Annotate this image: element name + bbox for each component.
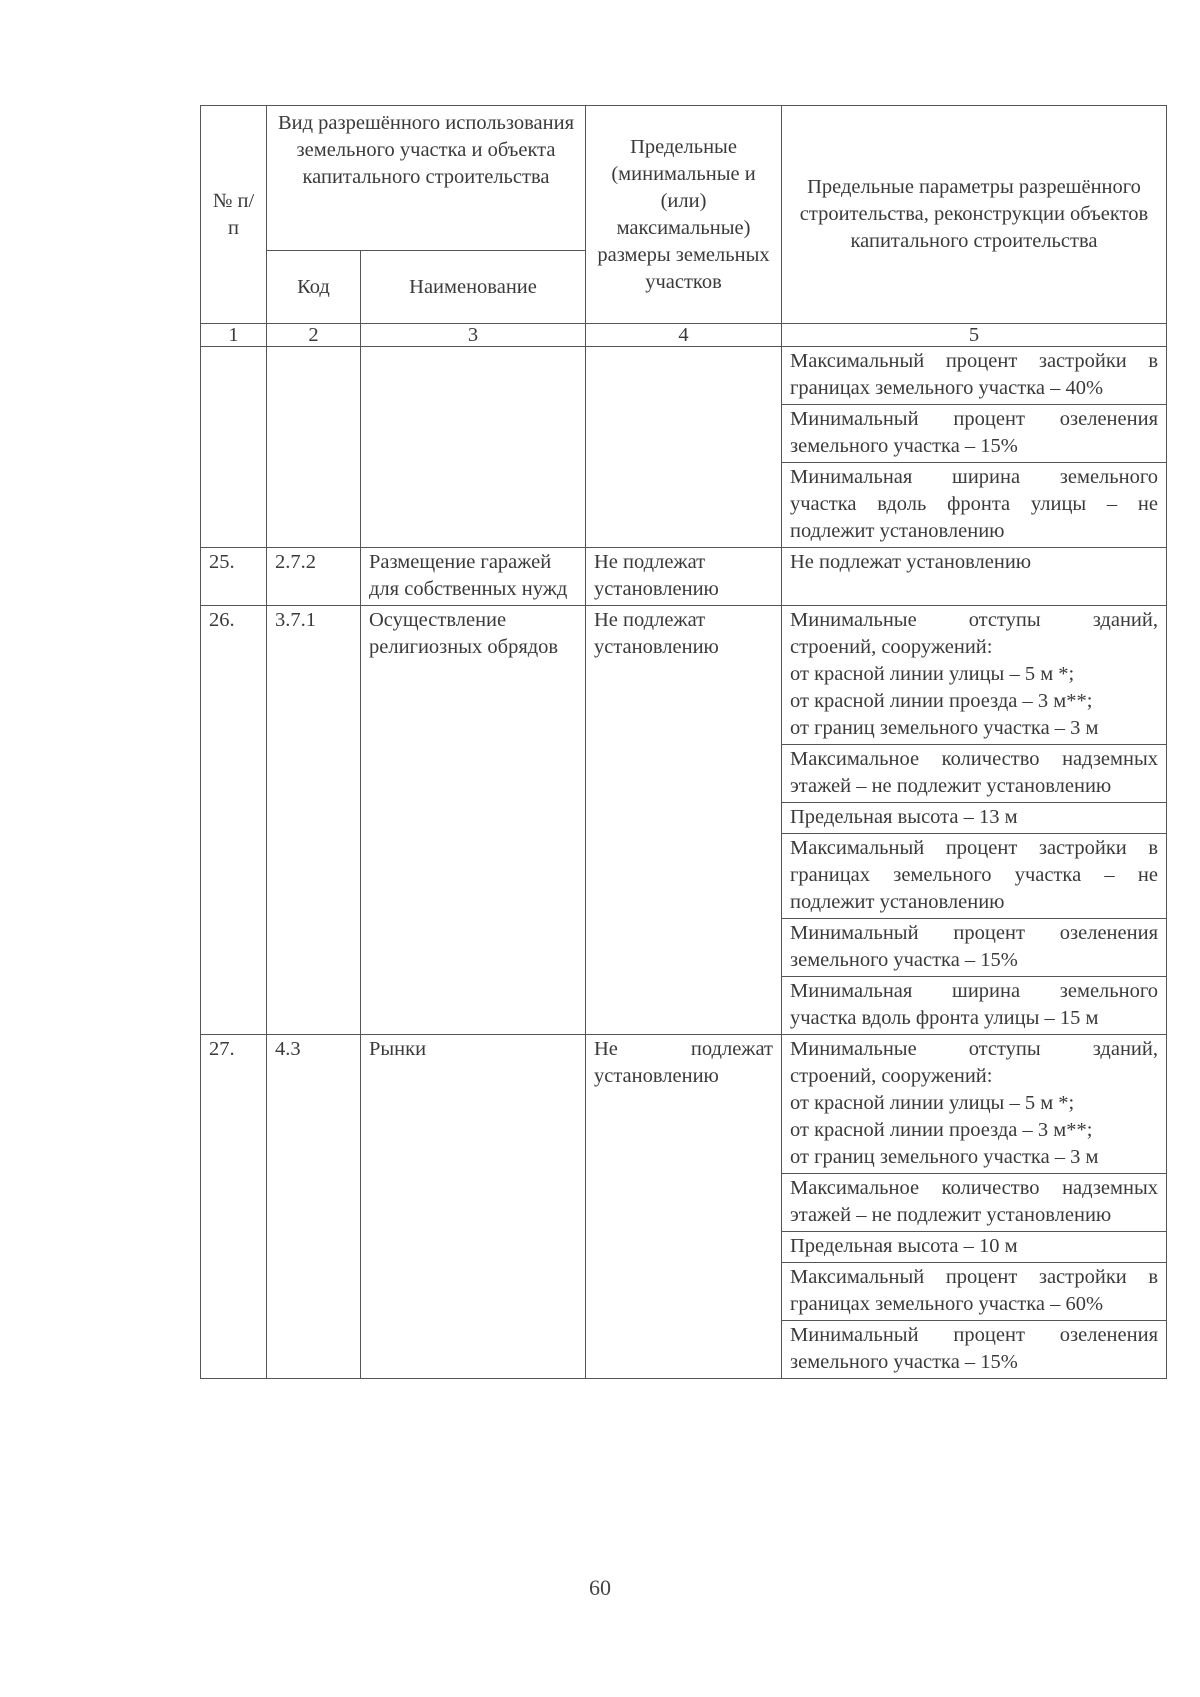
param-line: от красной линии улицы – 5 м *; (790, 663, 1075, 685)
param-cell: Не подлежат установлению (782, 548, 1167, 606)
row-number: 26. (201, 606, 267, 1035)
param-cell (782, 606, 1167, 745)
param-line: от красной линии проезда – 3 м**; (790, 1119, 1093, 1141)
param-cell: Предельная высота – 10 м (782, 1232, 1167, 1263)
header-num: № п/п (201, 106, 267, 324)
row-number: 27. (201, 1035, 267, 1379)
param-line: Минимальные отступы зданий, (790, 1038, 1158, 1060)
param-cell (782, 1035, 1167, 1174)
row-code: 2.7.2 (267, 548, 361, 606)
table-row (201, 347, 1167, 405)
header-razmery: Предельные (минимальные и (или) максимальные) размеры земельных участков (586, 106, 782, 324)
param-cell: Максимальный процент застройки в границах земельного участка – 40% (782, 347, 1167, 405)
param-cell: Максимальное количество надземных этажей – не подлежит установлению (782, 745, 1167, 803)
colnum-5: 5 (782, 324, 1167, 347)
param-line: от границ земельного участка – 3 м (790, 717, 1099, 739)
row-size: Не подлежат установлению (586, 1035, 782, 1379)
param-cell: Минимальная ширина земельного участка вдоль фронта улицы – не подлежит установлению (782, 463, 1167, 548)
param-cell: Минимальный процент озеленения земельного участка – 15% (782, 405, 1167, 463)
header-params: Предельные параметры разрешённого строительства, реконструкции объектов капитального строительства (782, 106, 1167, 324)
row-size: Не подлежат установлению (586, 606, 782, 1035)
param-line: от красной линии улицы – 5 м *; (790, 1092, 1075, 1114)
param-cell: Предельная высота – 13 м (782, 803, 1167, 834)
header-kod: Код (267, 251, 361, 324)
table-row (201, 548, 1167, 606)
table-row (201, 1035, 1167, 1174)
row-size: Не подлежат установлению (586, 548, 782, 606)
param-cell: Минимальный процент озеленения земельного участка – 15% (782, 1321, 1167, 1379)
param-line: от красной линии проезда – 3 м**; (790, 690, 1093, 712)
row-code: 3.7.1 (267, 606, 361, 1035)
param-cell: Максимальное количество надземных этажей – не подлежит установлению (782, 1174, 1167, 1232)
page-number: 60 (589, 1575, 611, 1600)
land-use-table (200, 105, 1167, 1379)
header-naim: Наименование (361, 251, 586, 324)
row-code: 4.3 (267, 1035, 361, 1379)
table-row (201, 606, 1167, 745)
header-vid: Вид разрешённого использования земельного участка и объекта капитального строительства (267, 106, 586, 251)
cont-name-cell (361, 347, 586, 548)
param-line: от границ земельного участка – 3 м (790, 1146, 1099, 1168)
colnum-3: 3 (361, 324, 586, 347)
param-line: Минимальные отступы зданий, (790, 609, 1158, 631)
row-name: Рынки (361, 1035, 586, 1379)
colnum-1: 1 (201, 324, 267, 347)
column-numbers-row (201, 324, 1167, 347)
cont-num-cell (201, 347, 267, 548)
param-line: строений, сооружений: (790, 1065, 993, 1087)
cont-size-cell (586, 347, 782, 548)
param-cell: Максимальный процент застройки в границах земельного участка – не подлежит установлению (782, 834, 1167, 919)
header-row-1 (201, 106, 1167, 251)
row-name: Осуществление религиозных обрядов (361, 606, 586, 1035)
cont-code-cell (267, 347, 361, 548)
row-name: Размещение гаражей для собственных нужд (361, 548, 586, 606)
param-line: строений, сооружений: (790, 636, 993, 658)
row-number: 25. (201, 548, 267, 606)
colnum-2: 2 (267, 324, 361, 347)
param-cell: Максимальный процент застройки в границах земельного участка – 60% (782, 1263, 1167, 1321)
param-cell: Минимальный процент озеленения земельного участка – 15% (782, 919, 1167, 977)
param-cell: Минимальная ширина земельного участка вдоль фронта улицы – 15 м (782, 977, 1167, 1035)
colnum-4: 4 (586, 324, 782, 347)
